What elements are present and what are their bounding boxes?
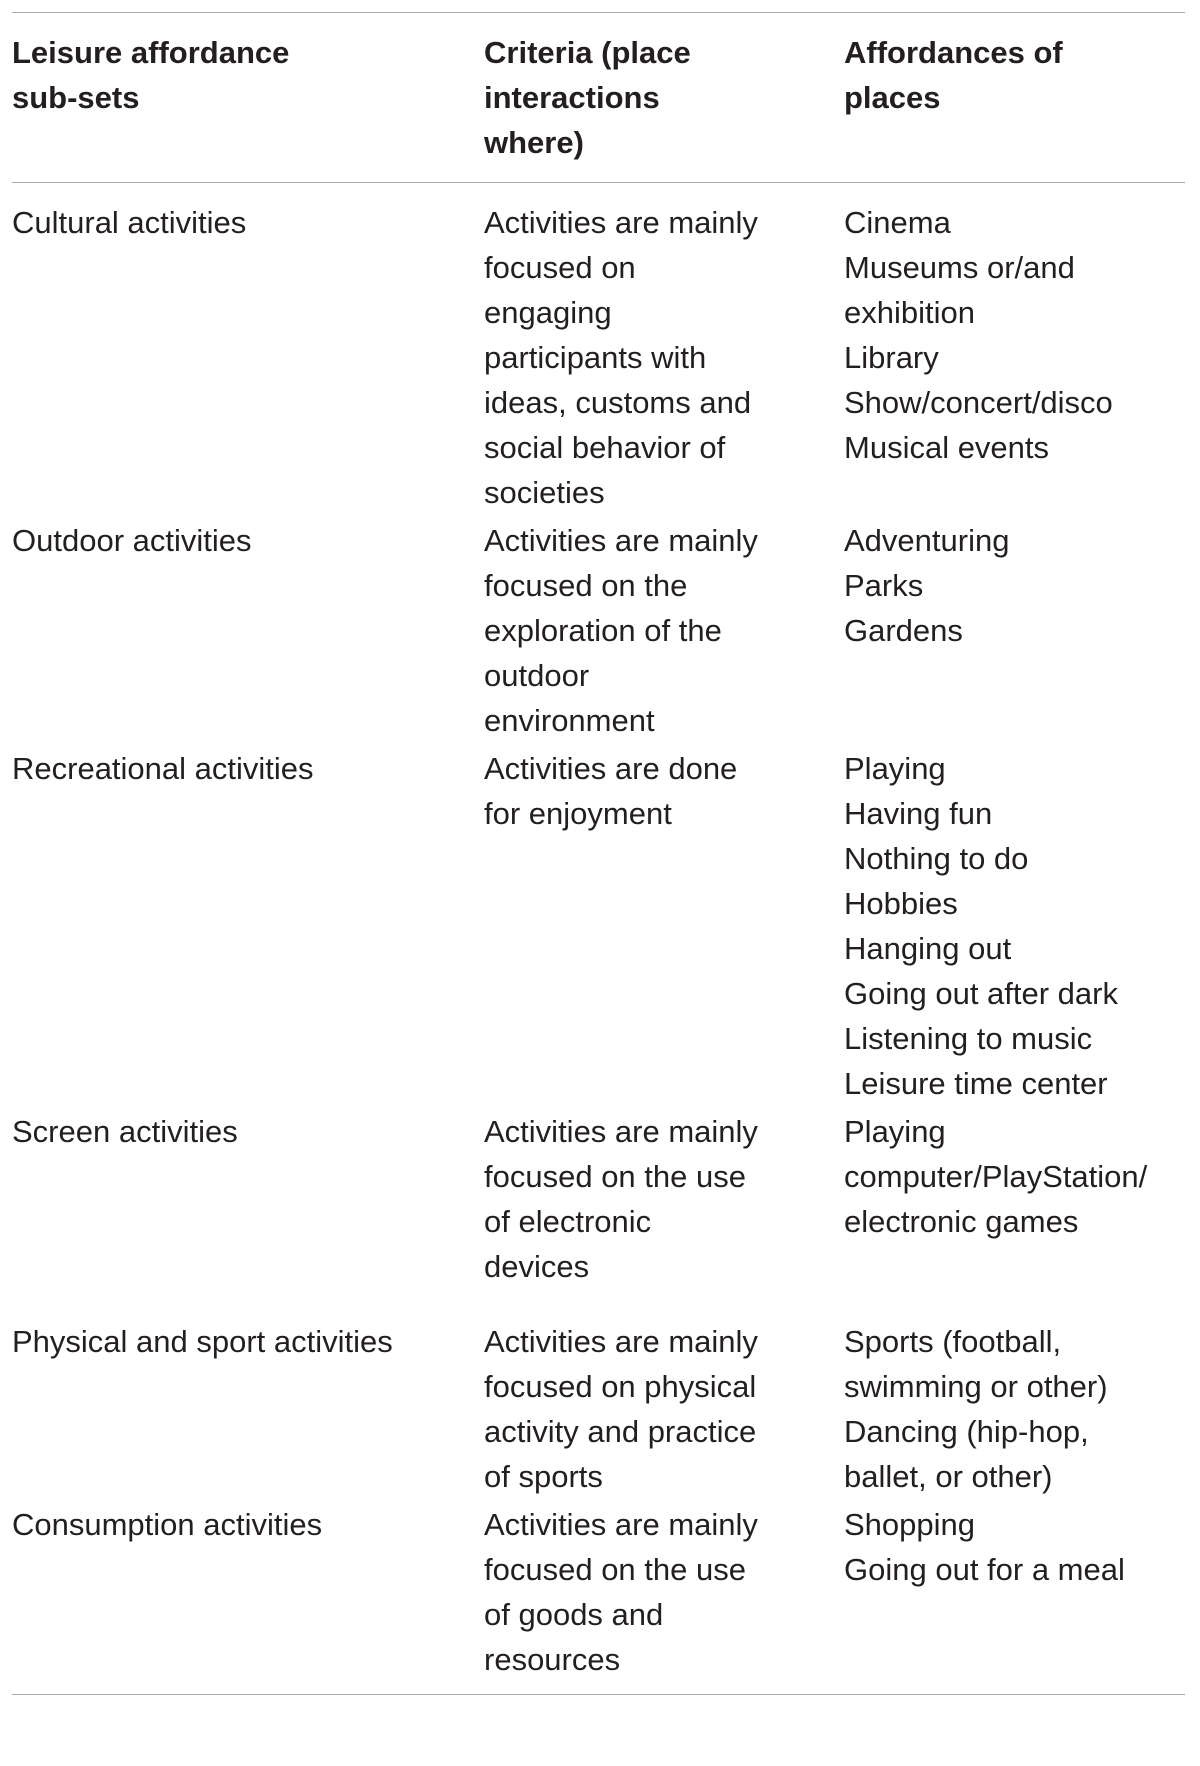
- cell-line: Activities are mainly: [484, 1324, 758, 1359]
- cell-line: Activities are done: [484, 751, 738, 786]
- cell-line: Leisure time center: [844, 1066, 1108, 1101]
- cell-line: Adventuring: [844, 523, 1010, 558]
- cell-criteria: [484, 1502, 844, 1682]
- header-subset: [12, 30, 484, 120]
- cell-line: Going out after dark: [844, 976, 1118, 1011]
- cell-criteria: [484, 1319, 844, 1499]
- header-line: Criteria (place: [484, 35, 691, 70]
- cell-affordances: [844, 518, 1185, 653]
- cell-line: Gardens: [844, 613, 963, 648]
- cell-subset: [12, 1319, 484, 1364]
- cell-line: focused on the use: [484, 1552, 746, 1587]
- table-row: [12, 1106, 1185, 1289]
- cell-line: Shopping: [844, 1507, 976, 1542]
- cell-line: exhibition: [844, 295, 975, 330]
- cell-line: Hanging out: [844, 931, 1012, 966]
- cell-line: Physical and sport activities: [12, 1324, 393, 1359]
- cell-line: Activities are mainly: [484, 205, 758, 240]
- cell-line: Listening to music: [844, 1021, 1093, 1056]
- cell-line: of sports: [484, 1459, 603, 1494]
- cell-line: Musical events: [844, 430, 1050, 465]
- cell-line: Activities are mainly: [484, 1507, 758, 1542]
- cell-line: Hobbies: [844, 886, 958, 921]
- cell-line: Cultural activities: [12, 205, 247, 240]
- cell-line: participants with: [484, 340, 707, 375]
- cell-line: focused on the use: [484, 1159, 746, 1194]
- cell-line: devices: [484, 1249, 590, 1284]
- table-header-row: [12, 13, 1185, 182]
- cell-line: focused on: [484, 250, 636, 285]
- table-row: [12, 515, 1185, 743]
- cell-line: Having fun: [844, 796, 993, 831]
- cell-line: focused on the: [484, 568, 688, 603]
- cell-affordances: [844, 200, 1185, 470]
- cell-line: focused on physical: [484, 1369, 757, 1404]
- cell-line: of goods and: [484, 1597, 664, 1632]
- header-affordances: [844, 30, 1185, 120]
- cell-subset: [12, 518, 484, 563]
- cell-line: Consumption activities: [12, 1507, 323, 1542]
- cell-line: activity and practice: [484, 1414, 757, 1449]
- cell-affordances: [844, 746, 1185, 1106]
- header-line: places: [844, 80, 941, 115]
- leisure-affordance-table: [12, 12, 1185, 1695]
- cell-criteria: [484, 200, 844, 515]
- cell-affordances: [844, 1319, 1185, 1499]
- cell-line: engaging: [484, 295, 612, 330]
- cell-line: Screen activities: [12, 1114, 238, 1149]
- cell-line: Sports (football,: [844, 1324, 1062, 1359]
- cell-subset: [12, 746, 484, 791]
- header-line: Leisure affordance: [12, 35, 290, 70]
- cell-line: Nothing to do: [844, 841, 1029, 876]
- cell-line: electronic games: [844, 1204, 1079, 1239]
- cell-line: Cinema: [844, 205, 951, 240]
- cell-line: ideas, customs and: [484, 385, 752, 420]
- cell-line: Recreational activities: [12, 751, 314, 786]
- table-row: [12, 183, 1185, 515]
- header-criteria: [484, 30, 844, 165]
- table-row: [12, 1289, 1185, 1499]
- cell-affordances: [844, 1109, 1185, 1244]
- cell-criteria: [484, 746, 844, 836]
- cell-line: Museums or/and: [844, 250, 1075, 285]
- table-row: [12, 743, 1185, 1106]
- cell-line: Dancing (hip-hop,: [844, 1414, 1089, 1449]
- cell-criteria: [484, 1109, 844, 1289]
- cell-line: Library: [844, 340, 939, 375]
- cell-subset: [12, 1502, 484, 1547]
- cell-line: exploration of the: [484, 613, 722, 648]
- cell-line: ballet, or other): [844, 1459, 1053, 1494]
- cell-line: Activities are mainly: [484, 523, 758, 558]
- cell-line: swimming or other): [844, 1369, 1108, 1404]
- cell-line: computer/PlayStation/: [844, 1159, 1148, 1194]
- cell-line: Playing: [844, 751, 946, 786]
- cell-criteria: [484, 518, 844, 743]
- cell-line: Show/concert/disco: [844, 385, 1113, 420]
- cell-affordances: [844, 1502, 1185, 1592]
- cell-line: societies: [484, 475, 605, 510]
- table-row: [12, 1499, 1185, 1694]
- cell-line: for enjoyment: [484, 796, 672, 831]
- header-line: interactions: [484, 80, 660, 115]
- cell-line: social behavior of: [484, 430, 726, 465]
- cell-subset: [12, 200, 484, 245]
- header-line: where): [484, 125, 584, 160]
- cell-line: Parks: [844, 568, 924, 603]
- table-body: [12, 183, 1185, 1694]
- cell-line: of electronic: [484, 1204, 652, 1239]
- cell-line: Going out for a meal: [844, 1552, 1125, 1587]
- cell-line: Activities are mainly: [484, 1114, 758, 1149]
- cell-line: outdoor: [484, 658, 590, 693]
- cell-line: resources: [484, 1642, 621, 1677]
- cell-line: environment: [484, 703, 655, 738]
- header-line: sub-sets: [12, 80, 140, 115]
- cell-line: Playing: [844, 1114, 946, 1149]
- cell-line: Outdoor activities: [12, 523, 252, 558]
- cell-subset: [12, 1109, 484, 1154]
- bottom-rule: [12, 1694, 1185, 1695]
- header-line: Affordances of: [844, 35, 1063, 70]
